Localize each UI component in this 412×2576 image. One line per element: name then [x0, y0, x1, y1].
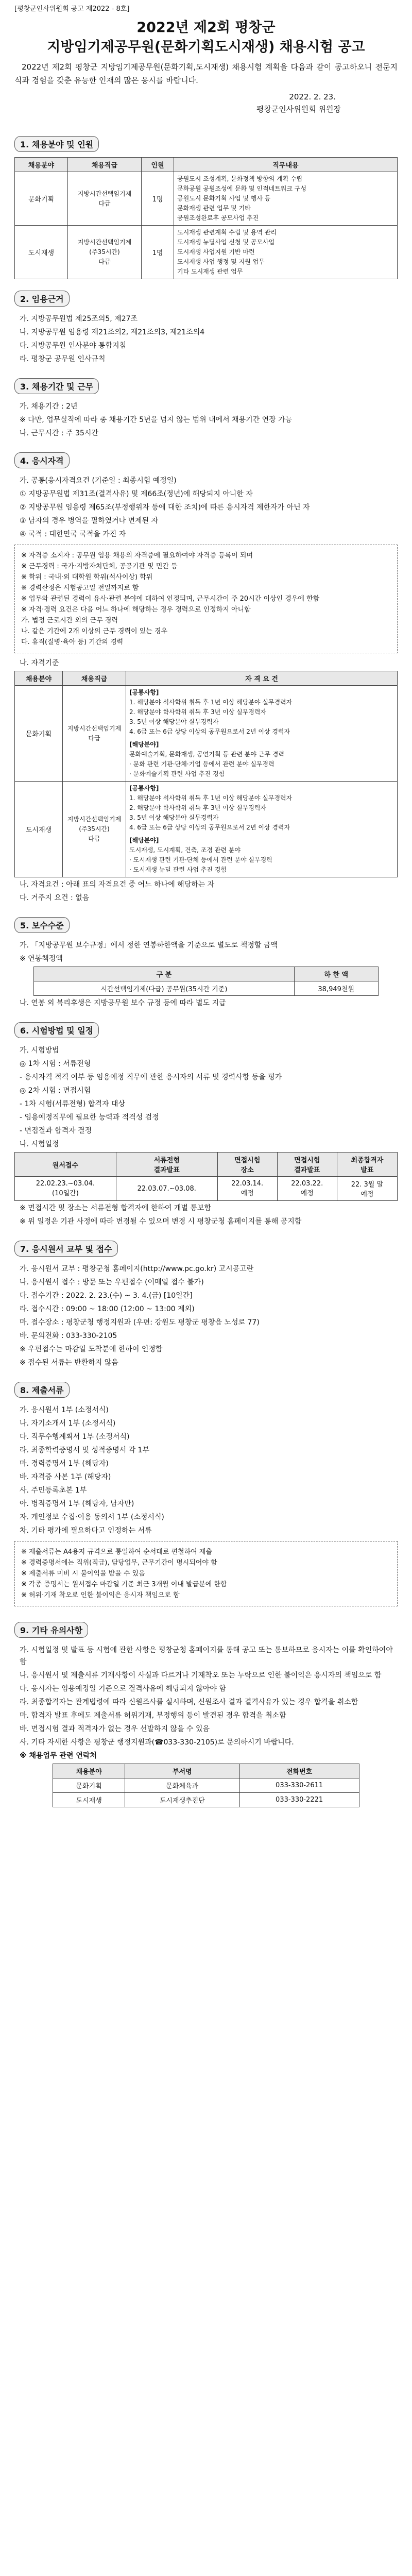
- duty-item: 도시재생 관련계획 수립 및 용역 관리: [177, 229, 277, 236]
- list-item: ※ 우편접수는 마감일 도착분에 한하여 인정함: [20, 1345, 163, 1353]
- notice-intro: 2022년 제2회 평창군 지방임기제공무원(문화기획,도시재생) 채용시험 계획을 다음과 같이 공고하오니 전문지식과 경험을 갖춘 유능한 인재의 많은 응시를 바랍니다.: [14, 62, 398, 85]
- list-item: ◎ 2차 시험 : 면접시험: [20, 1087, 91, 1095]
- list-item: 다. 접수기간 : 2022. 2. 23.(수) ~ 3. 4.(금) [10일간]: [20, 1292, 193, 1300]
- sched-cell: 22.03.22. 예정: [277, 1177, 337, 1201]
- list-item: 나. 시험일정: [20, 1140, 59, 1148]
- cell-grade: 지방시간선택임기제 (주35시간) 다급: [63, 782, 126, 877]
- cell-reqs: [126, 686, 398, 782]
- list-item: ④ 국적 : 대한민국 국적을 가진 자: [20, 530, 126, 538]
- req-line: 도시재생, 도시계획, 건축, 조경 관련 분야: [129, 846, 241, 854]
- list-item: 다. 거주지 요건 : 없음: [20, 894, 90, 902]
- note-line: ※ 자격증 소지자 : 공무원 임용 채용의 자격증에 필요하여야 자격증 등록이 되며: [21, 552, 253, 560]
- cell-reqs: [126, 782, 398, 877]
- duty-item: 공원도시 조성계획, 문화정책 방향의 계획 수립: [177, 175, 303, 182]
- list-item: 나. 자기소개서 1부 (소정서식): [20, 1419, 116, 1428]
- section-4-title: 4. 응시자격: [14, 452, 70, 468]
- cell-field: 도시재생: [15, 226, 68, 279]
- note-line: 다. 휴직(질병·육아 등) 기간의 경력: [21, 638, 124, 646]
- list-item: 가. 채용기간 : 2년: [20, 402, 78, 411]
- contact-title: ※ 채용업무 관련 연락처: [20, 1752, 97, 1760]
- notice-date: 2022. 2. 23.: [289, 92, 336, 101]
- list-item: 라. 최종합격자는 관계법령에 따라 신원조사를 실시하며, 신원조사 결과 결격사유가 있는 경우 합격을 취소함: [20, 1698, 358, 1706]
- cell-grade: 지방시간선택임기제 다급: [63, 686, 126, 782]
- list-item: 사. 기타 자세한 사항은 평창군 행정지원과(☎033-330-2105)로 문의하시기 바랍니다.: [20, 1738, 294, 1747]
- notice-number: [평창군인사위원회 공고 제2022 - 8호]: [14, 5, 130, 13]
- schedule-table: [14, 1152, 398, 1201]
- list-item: 나. 지방공무원 임용령 제21조의2, 제21조의3, 제21조의4: [20, 328, 205, 336]
- list-item: ① 지방공무원법 제31조(결격사유) 및 제66조(정년)에 해당되지 아니한 자: [20, 490, 253, 498]
- col-header: 면접시험 장소: [217, 1153, 277, 1177]
- table-row: [15, 782, 398, 877]
- list-item: 가. 공통(응시자격요건 (기준일 : 최종시험 예정일): [20, 477, 177, 485]
- sched-cell: 22.02.23.~03.04. (10일간): [15, 1177, 116, 1201]
- cell-grade: 지방시간선택임기제 (주35시간) 다급: [68, 226, 142, 279]
- list-item: 가. 지방공무원법 제25조의5, 제27조: [20, 315, 138, 323]
- cell-grade: 지방시간선택임기제 다급: [68, 172, 142, 226]
- cell-field: 문화기획: [15, 686, 63, 782]
- duty-item: 문화공원 공원조성에 문화 및 인적네트워크 구성: [177, 185, 306, 192]
- col-header: 구 분: [34, 967, 294, 981]
- list-item: 차. 기타 평가에 필요하다고 인정하는 서류: [20, 1527, 152, 1535]
- list-item: - 임용예정직무에 필요한 능력과 적격성 검정: [20, 1113, 159, 1122]
- col-header: 채용직급: [63, 671, 126, 686]
- note-line: ※ 학위 : 국내·외 대학원 학위(석사이상) 학위: [21, 573, 153, 581]
- note-line: 나. 같은 기간에 2개 이상의 근무 경력이 있는 경우: [21, 628, 168, 635]
- documents-note-box: [14, 1541, 398, 1606]
- section-1-title: 1. 채용분야 및 인원: [14, 136, 99, 152]
- list-item: - 1차 시험(서류전형) 합격자 대상: [20, 1100, 125, 1108]
- req-line: [해당분야]: [129, 837, 159, 844]
- list-item: 나. 근무시간 : 주 35시간: [20, 429, 98, 437]
- sched-cell: 22. 3월 말 예정: [337, 1177, 397, 1201]
- req-line: [공통사항]: [129, 689, 159, 696]
- list-item: 다. 지방공무원 인사분야 통합지침: [20, 342, 127, 350]
- qualification-table-title: 나. 자격기준: [20, 659, 59, 667]
- list-item: 자. 개인정보 수집·이용 동의서 1부 (소정서식): [20, 1513, 164, 1521]
- col-header: 서류전형 결과발표: [116, 1153, 217, 1177]
- recruit-table: [14, 157, 398, 279]
- list-item: 나. 응시원서 및 제출서류 기재사항이 사실과 다르거나 기재착오 또는 누락으로 인한 불이익은 응시자의 책임으로 함: [20, 1671, 382, 1680]
- col-header: 원서접수: [15, 1153, 116, 1177]
- salary-table: [33, 967, 379, 996]
- table-row: [15, 226, 398, 279]
- table-row: [15, 172, 398, 226]
- list-item: ※ 접수된 서류는 반환하지 않음: [20, 1359, 118, 1367]
- table-row: [53, 1793, 359, 1807]
- list-item: 바. 자격증 사본 1부 (해당자): [20, 1473, 111, 1481]
- col-header: 채용직급: [68, 158, 142, 172]
- cell-count: 1명: [142, 226, 174, 279]
- note-line: ※ 허위·기재 착오로 인한 불이익은 응시자 책임으로 함: [21, 1591, 180, 1599]
- req-line: 2. 해당분야 학사학위 취득 후 3년 이상 실무경력자: [129, 804, 267, 811]
- note-line: ※ 각종 증명서는 원서접수 마감일 기준 최근 3개월 이내 발급분에 한함: [21, 1581, 227, 1588]
- list-item: 라. 접수시간 : 09:00 ~ 18:00 (12:00 ~ 13:00 제외): [20, 1305, 195, 1313]
- cell-duties: [174, 226, 398, 279]
- req-line: 3. 5년 이상 해당분야 실무경력자: [129, 814, 219, 821]
- cell-field: 도시재생: [15, 782, 63, 877]
- col-header: 채용분야: [15, 158, 68, 172]
- duty-item: 도시재생 뉴딜사업 신청 및 공모사업: [177, 239, 275, 246]
- req-line: 3. 5년 이상 해당분야 실무경력자: [129, 718, 219, 725]
- table-row: [34, 981, 379, 996]
- req-line: [공통사항]: [129, 785, 159, 792]
- list-item: 아. 병적증명서 1부 (해당자, 남자만): [20, 1500, 134, 1508]
- sched-note: ※ 위 일정은 기관 사정에 따라 변경될 수 있으며 변경 시 평창군청 홈페이지를 통해 공지함: [20, 1217, 302, 1226]
- list-item: ③ 남자의 경우 병역을 필하였거나 면제된 자: [20, 517, 159, 525]
- duty-item: 문화재생 관련 업무 및 기타: [177, 205, 251, 212]
- duty-item: 도시재생 사업 행정 및 지원 업무: [177, 258, 265, 265]
- list-item: 가. 시험방법: [20, 1046, 59, 1055]
- req-line: · 문화 관련 기관·단체·기업 등에서 관련 분야 실무경력: [129, 760, 274, 768]
- notice-title-line1: 2022년 제2회 평창군: [136, 20, 276, 36]
- section-7-title: 7. 응시원서 교부 및 접수: [14, 1241, 118, 1257]
- cell-count: 1명: [142, 172, 174, 226]
- req-line: 1. 해당분야 석사학위 취득 후 1년 이상 해당분야 실무경력자: [129, 794, 293, 802]
- list-item: 가. 응시원서 교부 : 평창군청 홈페이지(http://www.pc.go.kr) 고시공고란: [20, 1265, 254, 1273]
- contact-phone: 033-330-2611: [239, 1778, 359, 1793]
- note-line: 가. 법정 근로시간 외의 근무 경력: [21, 617, 118, 624]
- duty-item: 기타 도시재생 관련 업무: [177, 268, 243, 275]
- col-header: 하 한 액: [294, 967, 378, 981]
- col-header: 채용분야: [15, 671, 63, 686]
- list-item: - 면접결과 합격자 결정: [20, 1127, 92, 1135]
- notice-org: 평창군인사위원회 위원장: [256, 105, 341, 114]
- note-line: ※ 자격·경력 요건은 다음 어느 하나에 해당하는 경우 경력으로 인정하지 아니함: [21, 606, 251, 614]
- col-header: 인원: [142, 158, 174, 172]
- list-item: 마. 합격자 발표 후에도 제출서류 허위기재, 부정행위 등이 발견된 경우 합격을 취소함: [20, 1711, 286, 1720]
- salary-grade: 시간선택임기제(다급) 공무원(35시간 기준): [34, 981, 294, 996]
- list-item: 나. 응시원서 접수 : 방문 또는 우편접수 (이메일 접수 불가): [20, 1278, 204, 1286]
- list-item: 바. 문의전화 : 033-330-2105: [20, 1332, 117, 1340]
- list-item: 마. 경력증명서 1부 (해당자): [20, 1460, 109, 1468]
- section-9-title: 9. 기타 유의사항: [14, 1622, 88, 1638]
- col-header: 부서명: [125, 1764, 239, 1778]
- section-3-title: 3. 채용기간 및 근무: [14, 378, 99, 394]
- list-item: ※ 다만, 업무실적에 따라 총 채용기간 5년을 넘지 않는 범위 내에서 채용기간 연장 가능: [20, 416, 293, 424]
- list-item: 다. 직무수행계획서 1부 (소정서식): [20, 1433, 130, 1441]
- note-line: ※ 경력산정은 시험공고일 전일까지로 함: [21, 584, 139, 592]
- section-5-title: 5. 보수수준: [14, 917, 70, 933]
- list-item: - 응시자격 적격 여부 등 임용예정 직무에 관한 응시자의 서류 및 경력사항 등을 평가: [20, 1073, 282, 1081]
- req-line: 2. 해당분야 학사학위 취득 후 3년 이상 실무경력자: [129, 708, 267, 716]
- salary-intro: 가. 「지방공무원 보수규정」에서 정한 연봉하한액을 기준으로 별도로 책정할 금액: [20, 941, 278, 950]
- section-8-title: 8. 제출서류: [14, 1382, 70, 1398]
- section-6-title: 6. 시험방법 및 일정: [14, 1022, 99, 1038]
- col-header: 자 격 요 건: [126, 671, 398, 686]
- salary-amount: 38,949천원: [294, 981, 378, 996]
- list-item: 가. 시험일정 및 발표 등 시험에 관한 사항은 평창군청 홈페이지를 통해 공고 또는 통보하므로 응시자는 이를 확인하여야 함: [20, 1646, 393, 1666]
- duty-item: 도시재생 사업지원 기반 마련: [177, 248, 255, 256]
- list-item: 사. 주민등록초본 1부: [20, 1486, 87, 1495]
- notice-title-line2: 지방임기제공무원(문화기획도시재생) 채용시험 공고: [47, 39, 365, 55]
- table-row: [53, 1778, 359, 1793]
- contact-field: 도시재생: [53, 1793, 125, 1807]
- req-line: · 문화예술기획 관련 사업 추진 경험: [129, 770, 225, 777]
- list-item: 라. 평창군 공무원 인사규칙: [20, 355, 106, 363]
- cell-duties: [174, 172, 398, 226]
- req-line: 4. 6급 또는 6급 상당 이상의 공무원으로서 2년 이상 경력자: [129, 728, 290, 735]
- sched-cell: 22.03.14. 예정: [217, 1177, 277, 1201]
- contact-dept: 문화체육과: [125, 1778, 239, 1793]
- contact-phone: 033-330-2221: [239, 1793, 359, 1807]
- note-line: ※ 업무와 관련된 경력이 유사·관련 분야에 대하여 인정되며, 근무시간이 주 20시간 이상인 경우에 한함: [21, 595, 320, 603]
- col-header: 채용분야: [53, 1764, 125, 1778]
- sched-cell: 22.03.07.~03.08.: [116, 1177, 217, 1201]
- req-line: 4. 6급 또는 6급 상당 이상의 공무원으로서 2년 이상 경력자: [129, 824, 290, 831]
- req-line: [해당분야]: [129, 741, 159, 748]
- duty-item: 공원조성완료후 공모사업 추진: [177, 214, 259, 222]
- table-row: [15, 686, 398, 782]
- list-item: 나. 자격요건 : 아래 표의 자격요건 중 어느 하나에 해당하는 자: [20, 880, 215, 889]
- contact-dept: 도시재생추진단: [125, 1793, 239, 1807]
- col-header: 직무내용: [174, 158, 398, 172]
- contact-table: [53, 1764, 359, 1807]
- req-line: 문화예술기획, 문화재생, 공연기획 등 관련 분야 근무 경력: [129, 751, 284, 758]
- table-row: [15, 1177, 398, 1201]
- req-line: 1. 해당분야 석사학위 취득 후 1년 이상 해당분야 실무경력자: [129, 699, 293, 706]
- list-item: 마. 접수장소 : 평창군청 행정지원과 (우편: 강원도 평창군 평창읍 노성로 77): [20, 1318, 260, 1327]
- duty-item: 공원도시 문화기획 사업 및 행사 등: [177, 195, 271, 202]
- col-header: 전화번호: [239, 1764, 359, 1778]
- note-line: ※ 경력증명서에는 직위(직급), 담당업무, 근무기간이 명시되어야 함: [21, 1559, 217, 1567]
- sched-note: ※ 면접시간 및 장소는 서류전형 합격자에 한하여 개별 통보함: [20, 1204, 211, 1212]
- list-item: 바. 면접시험 결과 적격자가 없는 경우 선발하지 않을 수 있음: [20, 1725, 210, 1733]
- note-line: ※ 제출서류 미비 시 불이익을 받을 수 있음: [21, 1570, 145, 1578]
- section-2-title: 2. 임용근거: [14, 291, 70, 307]
- salary-note: 나. 연봉 외 복리후생은 지방공무원 보수 규정 등에 따라 별도 지급: [20, 999, 226, 1007]
- list-item: 가. 응시원서 1부 (소정서식): [20, 1406, 109, 1414]
- note-line: ※ 근무경력 : 국가·지방자치단체, 공공기관 및 민간 등: [21, 563, 178, 570]
- req-line: · 도시재생 뉴딜 관련 사업 추진 경험: [129, 866, 227, 873]
- note-line: ※ 제출서류는 A4용지 규격으로 통일하여 순서대로 편철하여 제출: [21, 1548, 212, 1556]
- col-header: 면접시험 결과발표: [277, 1153, 337, 1177]
- cell-field: 문화기획: [15, 172, 68, 226]
- salary-sub: ※ 연봉책정액: [20, 955, 63, 963]
- list-item: 라. 최종학력증명서 및 성적증명서 각 1부: [20, 1446, 149, 1454]
- qualification-table: [14, 671, 398, 877]
- col-header: 최종합격자 발표: [337, 1153, 397, 1177]
- qualification-note-box: [14, 545, 398, 653]
- list-item: ◎ 1차 시험 : 서류전형: [20, 1060, 91, 1068]
- notice-title: [14, 18, 398, 57]
- contact-field: 문화기획: [53, 1778, 125, 1793]
- list-item: 다. 응시자는 임용예정일 기준으로 결격사유에 해당되지 않아야 함: [20, 1685, 226, 1693]
- req-line: · 도시재생 관련 기관·단체 등에서 관련 분야 실무경력: [129, 856, 272, 863]
- list-item: ② 지방공무원 임용령 제65조(부정행위자 등에 대한 조치)에 따른 응시자격 제한자가 아닌 자: [20, 503, 310, 512]
